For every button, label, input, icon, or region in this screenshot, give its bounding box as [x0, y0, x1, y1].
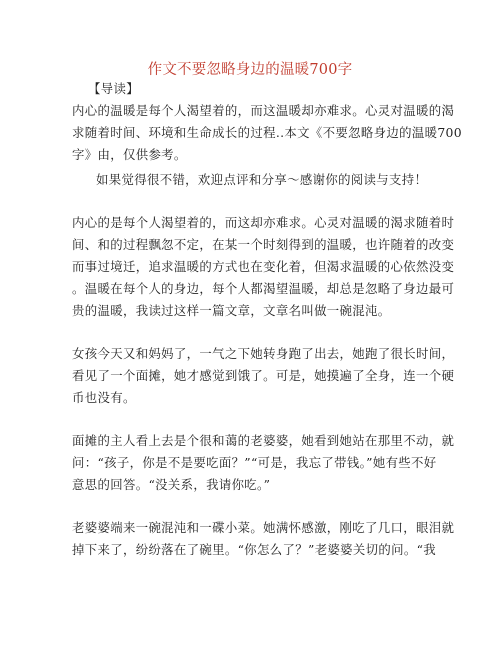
text-line: 间、和的过程飘忽不定，在某一个时刻得到的温暖，也许随着的改变 — [72, 237, 455, 252]
text-line: 。温暖在每个人的身边，每个人都渴望温暖，却总是忽略了身边最可 — [72, 281, 455, 296]
text-line: 老婆婆端来一碗混沌和一碟小菜。她满怀感激，刚吃了几口，眼泪就 — [72, 520, 455, 535]
text-line: 币也没有。 — [72, 390, 136, 405]
text-line: 而事过境迁，追求温暖的方式也在变化着，但渴求温暖的心依然没变 — [72, 259, 455, 274]
text-line: 掉下来了，纷纷落在了碗里。“你怎么了？”老婆婆关切的问。“我 — [72, 542, 437, 557]
lead-label: 【导读】 — [88, 81, 139, 96]
text-line: 面摊的主人看上去是个很和蔼的老婆婆，她看到她站在那里不动，就 — [72, 433, 455, 448]
text-line: 看见了一个面摊，她才感觉到饿了。可是，她摸遍了全身，连一个硬 — [72, 368, 455, 383]
text-line: 字》由，仅供参考。 — [72, 147, 187, 162]
text-line: 求随着时间、环境和生命成长的过程..本文《不要忽略身边的温暖700 — [72, 125, 463, 140]
text-line: 女孩今天又和妈妈了，一气之下她转身跑了出去，她跑了很长时间， — [72, 346, 455, 361]
text-line: 问：“孩子，你是不是要吃面？”“可是，我忘了带钱。”她有些不好 — [72, 455, 437, 470]
text-line: 内心的温暖是每个人渴望着的，而这温暖却亦难求。心灵对温暖的渴 — [72, 103, 455, 118]
text-line: 如果觉得很不错，欢迎点评和分享～感谢你的阅读与支持！ — [96, 172, 428, 187]
text-line: 意思的回答。“没关系，我请你吃。” — [72, 477, 271, 492]
text-line: 内心的是每个人渴望着的，而这却亦难求。心灵对温暖的渴求随着时 — [72, 215, 455, 230]
document-title: 作文不要忽略身边的温暖700字 — [147, 62, 353, 78]
text-line: 贵的温暖，我读过这样一篇文章，文章名叫做一碗混沌。 — [72, 303, 391, 318]
